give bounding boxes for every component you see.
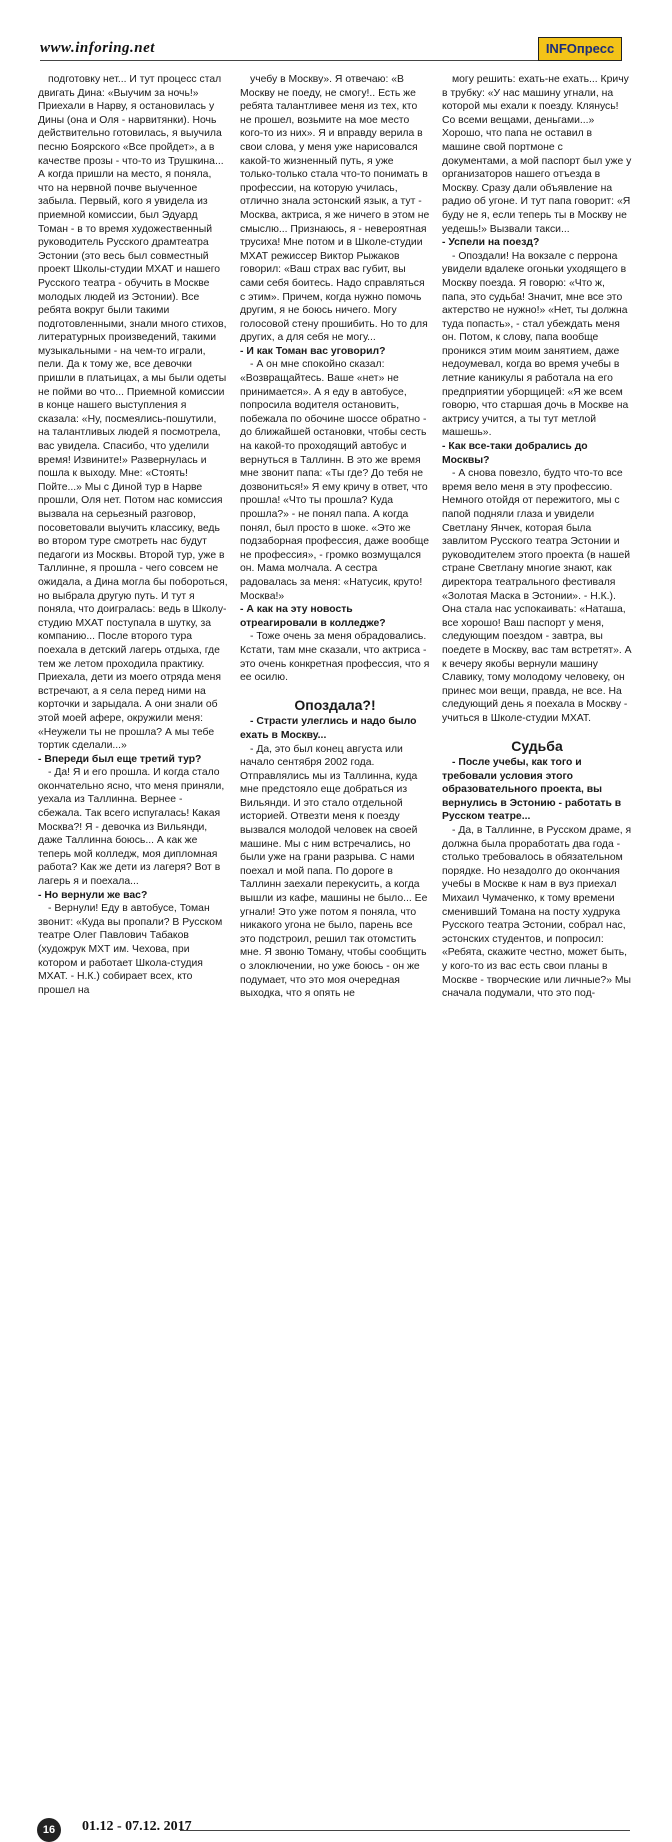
paragraph: подготовку нет... И тут процесс стал двигать Дина: «Выучим за ночь!» Приехали в Нарву, я остановилась у Дины (она и Оля - нарвитянки). Ночь действительно готовилась, я выучила песню Боярского «Все пройдет», а в качестве прозы - что-то из Трушкина... А когда пришли на место, я поняла, что на нервной почве выученное забыла. Первый, кого я увидела из приемной комиссии, был Эдуард Томан - в то время художественный руководитель Русского драмтеатра Эстонии (это весь был совместный проект Школы-студии МХАТ и нашего Русского театра - обучить в Москве молодых людей из Эстонии). Все ребята вокруг были такими подготовленными, знали много стихов, литературных произведений, такими музыкальными - на чем-то играли, пели. Да к тому же, все девочки пришли в платьицах, а мы были одеты не пойми во что... Приемной комиссии в конце нашего выступления я сказала: «Ну, посмеялись-пошутили, на талантливых людей я посмотрела, вас увидела. Спасибо, что уделили время! Извините!» Развернулась и пошла к выходу. Мне: «Стоять! Пойте...» Мы с Диной тур в Нарве прошли, Оля нет. Потом нас комиссия вызвала на серьезный разговор, посоветовали выучить классику, ведь во втором туре смотреть нас будут педагоги из Москвы. Второй тур, уже в Таллинне, я прошла - чего совсем не ожидала, а Дина могла бы побороться, но выбрала другую путь. И тут я поняла, что доигралась: ведь в Школу-студию МХАТ поступала в шутку, за компанию... После второго тура поехала в детский лагерь отдыха, где тем же летом проходила практику. Приехала, дети из моего отряда меня встречают, а я села перед ними на корточки и зарыдала. А они знали об этой моей афере, окружили меня: «Неужели ты не прошла? А мы тебе тортик сделали...» — [38, 74, 228, 752]
article-column-3 — [442, 73, 632, 1000]
interview-question: - Успели на поезд? — [442, 237, 540, 249]
article-column-1 — [38, 73, 228, 996]
interview-question: - После учебы, как того и требовали условия этого образовательного проекта, вы вернулись в Эстонию - работать в Русском театре... — [442, 757, 622, 823]
header-rule — [40, 60, 565, 61]
paragraph: - А он мне спокойно сказал: «Возвращайтесь. Ваше «нет» не принимается». А я еду в автобусе, попросила водителя остановить, побежала по обочине шоссе обратно - до ближайшей остановки, чтобы сесть на какой-то проходящий автобус и вернуться в Таллинн. В это же время мне звонит папа: «Ты где? До тебя не дозвониться!» Я ему кричу в ответ, что прошла! «Что ты прошла? Куда прошла?» - не понял папа. А когда понял, был просто в шоке. «Это же подзаборная профессия, даже вообще не профессия», - громко возмущался он. Мама молчала. А сестра радовалась за меня: «Натусик, круто! Москва!» — [240, 359, 430, 602]
article-column-2 — [240, 73, 430, 1000]
interview-question: - Впереди был еще третий тур? — [38, 753, 202, 765]
interview-question: - Страсти улеглись и надо было ехать в Москву... — [240, 716, 417, 741]
page-number: 16 — [37, 1818, 61, 1842]
paragraph: - Да, в Таллинне, в Русском драме, я должна была проработать два года - столько требовалось в обязательном порядке. Но незадолго до окончания учебы в Москве к нам в вуз приехал Михаил Чумаченко, к тому времени сменивший Томана на посту худрука Русского театра Эстонии, собрал нас, эстонских студентов, и попросил: «Ребята, скажите честно, может быть, у кого-то из вас есть свои планы в Москве - творческие или личные?» Мы сначала подумали, что это под- — [442, 825, 632, 1000]
paragraph: - Опоздали! На вокзале с перрона увидели вдалеке огоньки уходящего в Москву поезда. Я говорю: «Что ж, папа, это судьба! Значит, мне все это актерство не нужно!» «Нет, ты должна туда попасть», - стал убеждать меня он. Потом, к слову, папа вообще проникся этим моим занятием, даже недоумевал, когда во время учебы в летние каникулы я работала на его предприятии уборщицей: «Я же всем говорю, что старшая дочь в Москве на актрису учится, а ты тут метлой машешь». — [442, 250, 629, 439]
interview-question: - А как на эту новость отреагировали в колледже? — [240, 604, 386, 629]
paragraph: - А снова повезло, будто что-то все время вело меня в эту профессию. Немного отойдя от пережитого, мы с папой подняли глаза и увидели Светлану Янчек, которая была завлитом Русского театра Эстонии и руководителем этого проекта (в нашей стране Светлану многие знают, как директора театрального фестиваля «Золотая Маска в Эстонии». - Н.К.). Она стала нас успокаивать: «Наташа, все хорошо! Ваш паспорт у меня, следующим поездом - завтра, вы поедете в Москву, вас там встретят». А к вечеру якобы вернули машину Славику, тому молодому человеку, он принес мои вещи, правда, не все. На следующий день я поехала в Москву - учиться в Школе-студии МХАТ. — [442, 468, 632, 724]
paragraph: - Тоже очень за меня обрадовались. Кстати, там мне сказали, что актриса - это очень конкретная профессия, что я ее осилю. — [240, 631, 430, 684]
paragraph: - Да! Я и его прошла. И когда стало окончательно ясно, что меня приняли, уехала из Таллинна. Вернее - сбежала. Так всего испугалась! Какая Москва?! Я - девочка из Вильянди, даже Таллинна боюсь... А как же теперь мой колледж, моя дипломная работа? Как же дети из лагеря? Вот в лагерь я и поехала... — [38, 767, 225, 888]
paragraph: - Вернули! Еду в автобусе, Томан звонит: «Куда вы пропали? В Русском театре Олег Павлович Табаков (художрук МХТ им. Чехова, при котором и работает Школа-студия МХАТ. - Н.К.) собирает всех, кто прошел на — [38, 903, 223, 996]
site-url: www.inforing.net — [40, 40, 155, 56]
paragraph: могу решить: ехать-не ехать... Кричу в трубку: «У нас машину угнали, на которой мы ехали к поезду. Клянусь! Со всеми вещами, деньгами...» Хорошо, что папа не оставил в машине свой портмоне с документами, а мой паспорт был уже у организаторов нашего отъезда в Москву. Сразу дали объявление на радио об угоне. И тут папа говорит: «Я буду не я, если теперь ты в Москву не уедешь!» Вызвали такси... — [442, 74, 632, 235]
section-heading: Опоздала?! — [294, 696, 376, 713]
footer-rule — [180, 1830, 630, 1831]
interview-question: - Как все-таки добрались до Москвы? — [442, 441, 588, 466]
interview-question: - И как Томан вас уговорил? — [240, 345, 386, 357]
issue-date: 01.12 - 07.12. 2017 — [82, 1819, 192, 1834]
page-header — [0, 0, 672, 70]
infopress-logo: INFOпресс — [538, 37, 622, 61]
paragraph: учебу в Москву». Я отвечаю: «В Москву не поеду, не смогу!.. Есть же ребята талантливее меня из тех, кто не прошел, возьмите на мое место кого-то из них». Я и вправду верила в свои слова, у меня уже нарисовался какой-то жизненный путь, я уже только-только стала что-то понимать в профессии, на которую училась, отлично знала эстонский язык, а тут - Москва, актриса, я же ничего в этом не смыслю... Признаюсь, я - невероятная трусиха! Мне потом и в Школе-студии МХАТ режиссер Виктор Рыжаков говорил: «Ваш страх вас губит, вы сами себя боитесь. Надо справляться с этим». Причем, когда нужно помочь другим, я не боюсь ничего. Могу голосовой стену прошибить. Но то для других, а для себя не могу... — [240, 74, 430, 344]
paragraph: - Да, это был конец августа или начало сентября 2002 года. Отправлялись мы из Таллинна, куда мне предстояло еще добраться из Вильянди. И это стало отдельной историей. Отвезти меня к поезду вызвался молодой человек на своей машине. Мы с ним встречались, но были уже на грани разрыва. С нами поехал и мой папа. По дороге в Таллинн заехали перекусить, а когда вышли из кафе, машины не было... Ее угнали! Это уже потом я поняла, что никакого угона не было, парень все это подстроил, решил так отомстить мне. Я звоню Томану, чтобы сообщить о злоключении, но уже боюсь - он же подумает, что это моя очередная выходка, что я опять не — [240, 743, 428, 1000]
interview-question: - Но вернули же вас? — [38, 889, 148, 901]
section-heading: Судьба — [511, 737, 563, 754]
